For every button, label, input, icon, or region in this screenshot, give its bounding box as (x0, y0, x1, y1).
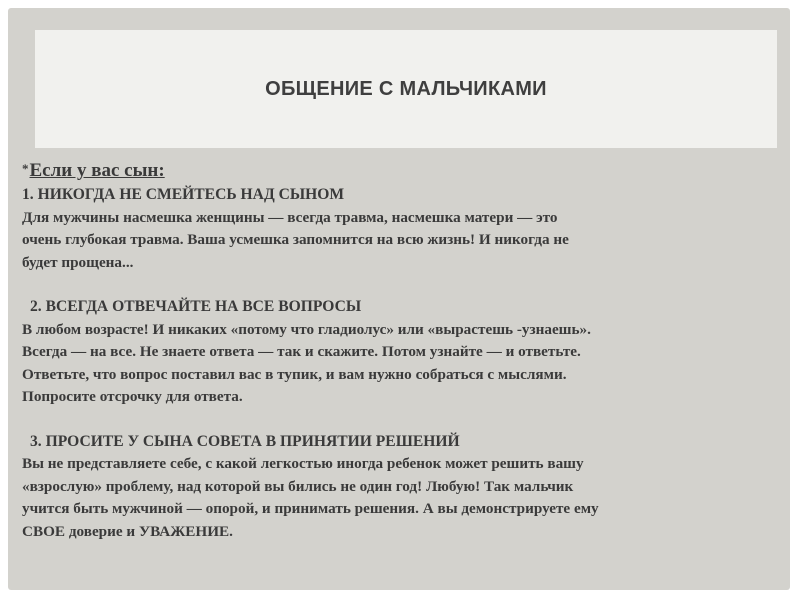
section-line: «взрослую» проблему, над которой вы бились не один год! Любую! Так мальчик (22, 477, 574, 495)
slide-content (22, 156, 784, 543)
slide-title: ОБЩЕНИЕ С МАЛЬЧИКАМИ (265, 77, 547, 100)
section-line: Ответьте, что вопрос поставил вас в тупик, и вам нужно собраться с мыслями. (22, 365, 567, 383)
section-line: В любом возрасте! И никаких «потому что гладиолус» или «вырастешь -узнаешь». (22, 320, 591, 338)
section-line: будет прощена... (22, 253, 134, 271)
spacer (22, 274, 784, 296)
section-3 (22, 431, 784, 544)
section-heading: 1. НИКОГДА НЕ СМЕЙТЕСЬ НАД СЫНОМ (22, 186, 345, 203)
intro-text: Если у вас сын: (29, 160, 165, 181)
section-2 (22, 296, 784, 409)
intro-line (22, 156, 784, 184)
section-heading: 2. ВСЕГДА ОТВЕЧАЙТЕ НА ВСЕ ВОПРОСЫ (30, 298, 362, 315)
section-line: Для мужчины насмешка женщины — всегда травма, насмешка матери — это (22, 208, 558, 226)
title-box (35, 30, 777, 148)
section-line: очень глубокая травма. Ваша усмешка запомнится на всю жизнь! И никогда не (22, 231, 569, 248)
spacer (22, 409, 784, 431)
bullet-marker: * (22, 161, 29, 176)
section-heading: 3. ПРОСИТЕ У СЫНА СОВЕТА В ПРИНЯТИИ РЕШЕНИЙ (30, 432, 460, 450)
section-1 (22, 184, 784, 274)
section-line: Вы не представляете себе, с какой легкостью иногда ребенок может решить вашу (22, 455, 584, 472)
section-line: СВОЕ доверие и УВАЖЕНИЕ. (22, 522, 233, 540)
section-line: Попросите отсрочку для ответа. (22, 388, 243, 405)
section-line: учится быть мужчиной — опорой, и принимать решения. А вы демонстрируете ему (22, 500, 599, 517)
section-line: Всегда — на все. Не знаете ответа — так и скажите. Потом узнайте — и ответьте. (22, 343, 581, 360)
slide (8, 8, 790, 590)
